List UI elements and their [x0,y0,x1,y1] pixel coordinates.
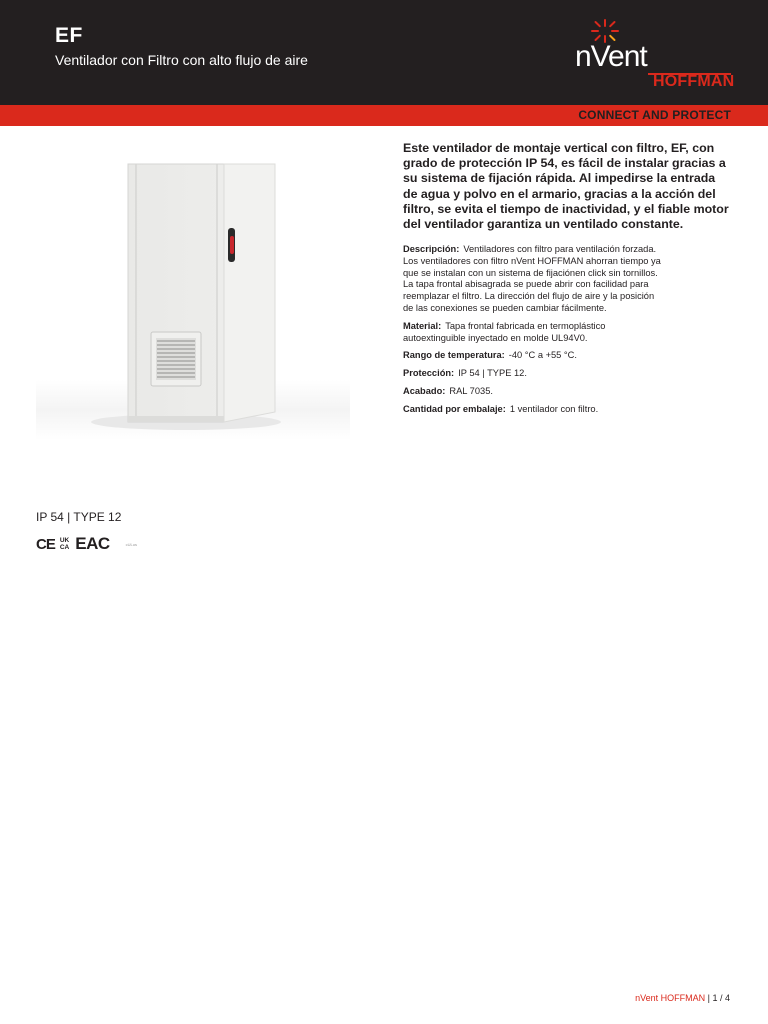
spec-item [403,321,733,345]
header-bar [0,0,768,105]
spec-value-line: IP 54 | TYPE 12. [458,368,527,379]
tagline: CONNECT AND PROTECT [578,108,731,122]
product-enclosure-image [36,150,350,450]
spec-value-line: autoextinguible inyectado en molde UL94V0. [403,332,588,343]
ukca-bottom: CA [59,544,70,551]
tagline-band [0,105,768,126]
page-number: | 1 / 4 [707,993,730,1003]
page-subtitle: Ventilador con Filtro con alto flujo de aire [55,52,308,68]
spec-item [403,386,733,398]
logo-subbrand: HOFFMAN [653,73,735,90]
spec-value-line: Tapa frontal fabricada en termoplástico [445,320,606,331]
certification-marks [36,533,137,555]
logo-wordmark: nVent [575,40,647,73]
eac-mark-icon: EAC [75,534,110,553]
spec-label: Cantidad por embalaje: [403,403,506,414]
spec-label: Descripción: [403,244,460,254]
page-title: EF [55,24,83,47]
spec-label: Rango de temperatura: [403,350,505,361]
cert-small-note: cULus [125,541,137,547]
spec-value-line: que se instalan con un sistema de fijaciónen click sin tornillos. [403,267,658,278]
spec-value-line: 1 ventilador con filtro. [509,403,599,414]
spec-value-line: reemplazar el filtro. La dirección del flujo de aire y la posición [403,291,655,302]
spec-item [403,244,733,315]
spec-value-line: Ventiladores con filtro para ventilación forzada. [463,244,657,254]
spec-value-line: Los ventiladores con filtro nVent HOFFMAN ahorran tiempo ya [403,255,661,266]
spec-value-line: de las conexiones se pueden cambiar fácilmente. [403,302,607,313]
spec-value-line: RAL 7035. [449,385,493,396]
spec-label: Acabado: [403,385,446,396]
spec-label: Material: [403,320,442,331]
ce-mark-icon: CE [36,535,55,553]
ukca-mark-icon [60,537,69,551]
spec-item [403,404,733,416]
ip-rating: IP 54 | TYPE 12 [36,510,122,524]
nvent-hoffman-logo [570,18,740,98]
spec-value-line: -40 °C a +55 °C. [508,350,577,361]
spec-list [403,244,733,422]
spec-item [403,368,733,380]
product-intro: Este ventilador de montaje vertical con filtro, EF, con grado de protección IP 54, es fácil de instalar gracias a su sistema de fijación rápida. Al impedirse la entrada de agua y polvo en el armario, gracias a la acción del filtro, se evita el tiempo de inactividad, y el fiable motor del ventilador garantiza un ventilado constante. [403,141,729,232]
ukca-top: UK [59,537,70,544]
spec-value-line: La tapa frontal abisagrada se puede abrir con facilidad para [403,279,649,290]
footer-brand: nVent HOFFMAN [635,993,706,1003]
page-footer [635,993,730,1003]
spec-item [403,350,733,362]
spec-label: Protección: [403,368,455,379]
